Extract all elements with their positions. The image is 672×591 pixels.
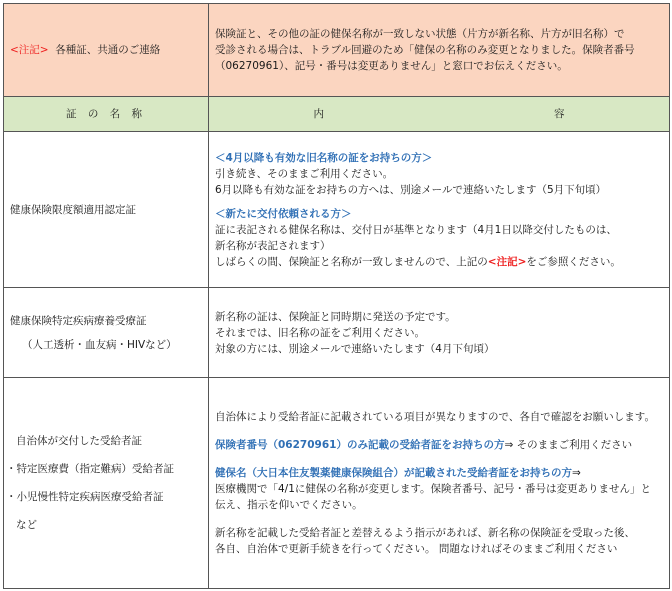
content-line [215,254,661,270]
content-line: それまでは、旧名称の証をご利用ください。 [215,326,425,339]
row-name-line: ・特定医療費（指定難病）受給者証 [6,463,174,475]
content-line: 6月以降も有効な証をお持ちの方へは、別途メールで連絡いたします（5月下旬頃） [215,183,607,196]
content-line: 対象の方には、別途メールで連絡いたします（4月下旬頃） [215,342,495,355]
content-line: 自治体により受給者証に記載されている項目が異なりますので、各自で確認をお願いします。 [215,411,655,423]
note-text-cell [209,4,670,97]
section-heading: 保険者番号（06270961）のみ記載の受給者証をお持ちの方 [215,439,505,451]
content-line: 証に表記される健保名称は、交付日が基準となります（4月1日以降交付したものは、 [215,223,617,236]
notice-table [3,3,670,589]
header-content-col [209,97,670,132]
section-heading: ＜4月以降も有効な旧名称の証をお持ちの方＞ [215,151,433,164]
content-line: 引き続き、そのままご利用ください。 [215,167,394,180]
content-text: ⇒ [572,467,581,479]
note-mark: <注記> [10,44,49,56]
content-text: しばらくの間、保険証と名称が一致しませんので、上記の [215,255,488,268]
content-line: 各自、自治体で更新手続きを行ってください。 問題なければそのままご利用ください [215,543,618,555]
row-name-line: （人工透析・血友病・HIVなど） [22,338,177,351]
header-name-col: 証 の 名 称 [4,97,209,132]
row-name-line: ・小児慢性特定疾病医療受給者証 [6,491,164,503]
content-text: をご参照ください。 [526,255,621,268]
header-row [4,97,670,132]
row-name-line: など [16,519,37,531]
row-local-government [4,378,670,589]
row-content [209,378,670,589]
content-line: 新名称の証は、保険証と同時期に発送の予定です。 [215,310,456,323]
note-line: 受診される場合は、トラブル回避のため「健保の名称のみ変更となりました。保険者番号 [215,44,635,56]
content-line: 伝え、指示を仰いでください。 [215,499,363,511]
content-line: 新名称を記載した受給者証と差替えるよう指示があれば、新名称の保険証を受取った後、 [215,527,635,539]
content-line: 医療機関で「4/1に健保の名称が変更します。保険者番号、記号・番号は変更ありません」と [215,483,652,495]
header-content-b: 容 [554,108,565,120]
content-line [215,437,661,453]
row-content [209,288,670,378]
row-name: 健康保険限度額適用認定証 [4,132,209,288]
note-line: （06270961）、記号・番号は変更ありません」と窓口でお伝えください。 [215,60,568,72]
row-specific-disease [4,288,670,378]
note-line: 保険証と、その他の証の健保名称が一致しない状態（片方が新名称、片方が旧名称）で [215,28,625,40]
content-line: 新名称が表記されます） [215,239,331,252]
section-heading: ＜新たに交付依頼される方＞ [215,207,352,220]
row-content [209,132,670,288]
note-row [4,4,670,97]
row-name-line: 健康保険特定疾病療養受療証 [10,314,147,327]
note-title: 各種証、共通のご連絡 [55,44,161,56]
content-text: ⇒ そのままご利用ください [504,439,633,451]
content-line [215,465,661,481]
row-name [4,378,209,589]
row-limit-certificate [4,132,670,288]
row-name [4,288,209,378]
header-content-a: 内 [313,108,324,120]
section-heading: 健保名（大日本住友製薬健康保険組合）が記載された受給者証をお持ちの方 [215,467,572,479]
note-reference: <注記> [487,255,527,268]
row-name-line: 自治体が交付した受給者証 [16,435,142,447]
note-label-cell [4,4,209,97]
